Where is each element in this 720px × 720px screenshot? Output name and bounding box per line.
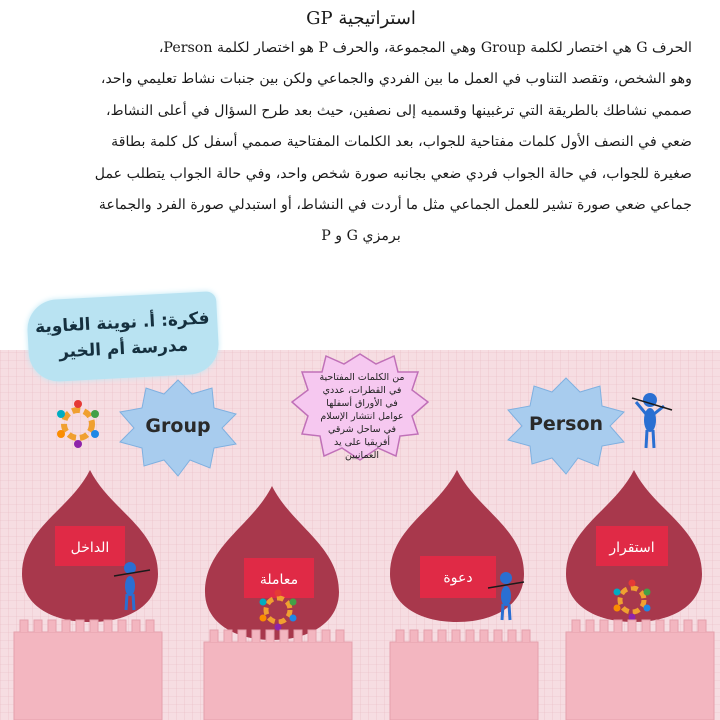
question-line: أفريقيا على يد	[333, 437, 391, 448]
question-line: عوامل انتشار الإسلام	[320, 411, 404, 422]
paragraph-line: جماعي ضعي صورة تشير للعمل الجماعي مثل ما أردت في النشاط، أو استبدلي صورة الفرد والجماعة	[98, 197, 692, 214]
group-label: Group	[145, 415, 211, 437]
question-line: العمانيين	[344, 450, 380, 461]
document-body	[30, 8, 692, 253]
credit-badge	[26, 291, 220, 383]
answer-card	[566, 620, 714, 720]
credit-school: مدرسة أم الخير	[58, 335, 189, 363]
paragraph-line: ضعي في النصف الأول كلمات مفتاحية للجواب، بعد الكلمات المفتاحية صممي أسفل كل كلمة بطاقة	[111, 134, 692, 151]
paragraph-line: الحرف G هي اختصار لكلمة Group وهي المجموعة، والحرف P هو اختصار لكلمة Person،	[158, 40, 692, 56]
activity-illustration	[0, 350, 720, 720]
paragraph-line: وهو الشخص، وتقصد التناوب في العمل ما بين الفردي والجماعي ولكن بين جنبات نشاط تعليمي واحد،	[100, 71, 692, 88]
drop-label: دعوة	[443, 570, 473, 586]
answer-card	[390, 630, 538, 720]
question-line: في الأوراق أسفلها	[326, 398, 398, 409]
credit-author: فكرة: أ. نوينة الغاوية	[34, 308, 210, 338]
drop-label: الداخل	[70, 540, 110, 556]
paragraph-line: صممي نشاطك بالطريقة التي ترغبينها وقسميه إلى نصفين، حيث بعد طرح السؤال في أعلى النشاط،	[106, 102, 692, 119]
drop-label: استقرار	[609, 540, 655, 556]
paragraph-line: صغيرة للجواب، في حالة الجواب فردي ضعي بجانبه صورة شخص واحد، وفي حالة الجواب يتطلب عمل	[94, 165, 692, 182]
strategy-title: استراتيجية GP	[306, 8, 416, 29]
answer-card	[204, 630, 352, 720]
question-line: في القطرات، عددي	[322, 385, 402, 396]
person-label: Person	[528, 413, 604, 435]
question-line: من الكلمات المفتاحية	[319, 372, 405, 383]
question-line: في ساحل شرقي	[327, 424, 397, 435]
paragraph-line: برمزي G و P	[321, 228, 401, 245]
answer-card	[14, 620, 162, 720]
drop-label: معاملة	[259, 572, 299, 588]
